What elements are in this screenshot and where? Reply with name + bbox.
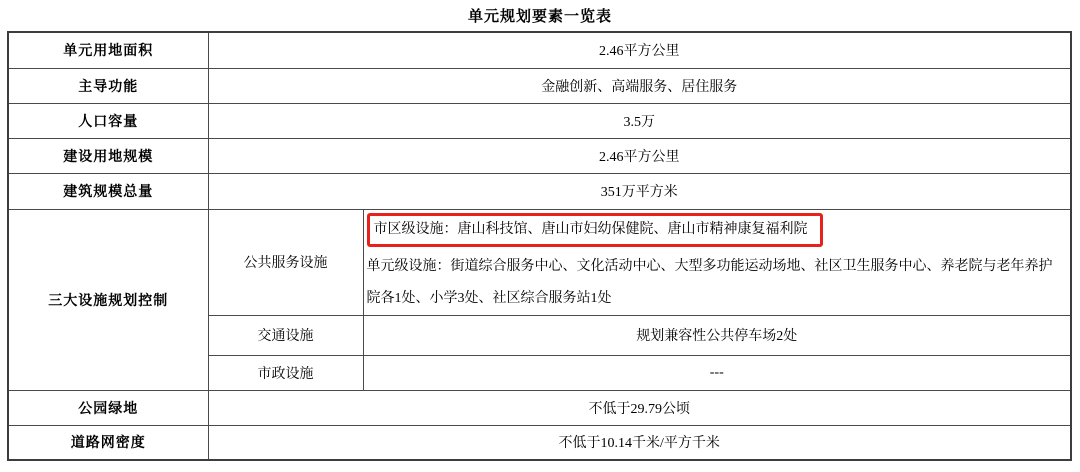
subrow-value-municipal: --- (363, 355, 1071, 390)
row-value-population-capacity: 3.5万 (208, 103, 1071, 138)
subrow-label-public-service: 公共服务设施 (208, 209, 363, 315)
row-label-total-building-scale: 建筑规模总量 (8, 173, 208, 209)
row-value-dominant-function: 金融创新、高端服务、居住服务 (208, 68, 1071, 103)
facilities-section-label: 三大设施规划控制 (8, 209, 208, 390)
row-label-unit-land-area: 单元用地面积 (8, 32, 208, 68)
row-label-construction-land-scale: 建设用地规模 (8, 138, 208, 173)
public-service-content-cell (363, 209, 1071, 315)
table-row (8, 138, 1071, 173)
row-value-unit-land-area: 2.46平方公里 (208, 32, 1071, 68)
row-label-park-green-space: 公园绿地 (8, 390, 208, 425)
unit-level-facilities-text: 单元级设施：街道综合服务中心、文化活动中心、大型多功能运动场地、社区卫生服务中心、养老院与老年养护院各1处、小学3处、社区综合服务站1处 (366, 258, 1053, 306)
row-label-population-capacity: 人口容量 (8, 103, 208, 138)
row-value-construction-land-scale: 2.46平方公里 (208, 138, 1071, 173)
subrow-label-municipal: 市政设施 (208, 355, 363, 390)
page-title: 单元规划要素一览表 (467, 8, 612, 25)
subrow-value-transport: 规划兼容性公共停车场2处 (363, 315, 1071, 355)
table-row (8, 32, 1071, 68)
row-value-park-green-space: 不低于29.79公顷 (208, 390, 1071, 425)
table-row (8, 103, 1071, 138)
row-value-road-network-density: 不低于10.14千米/平方千米 (208, 425, 1071, 460)
table-row (8, 68, 1071, 103)
table-row (8, 173, 1071, 209)
table-row (8, 425, 1071, 460)
row-value-total-building-scale: 351万平方米 (208, 173, 1071, 209)
table-row-facilities-public-service (8, 209, 1071, 315)
table-row (8, 390, 1071, 425)
subrow-label-transport: 交通设施 (208, 315, 363, 355)
row-label-dominant-function: 主导功能 (8, 68, 208, 103)
planning-summary-table (7, 31, 1072, 461)
row-label-road-network-density: 道路网密度 (8, 425, 208, 460)
highlighted-city-level-facilities-box: 市区级设施：唐山科技馆、唐山市妇幼保健院、唐山市精神康复福利院 (367, 213, 823, 247)
